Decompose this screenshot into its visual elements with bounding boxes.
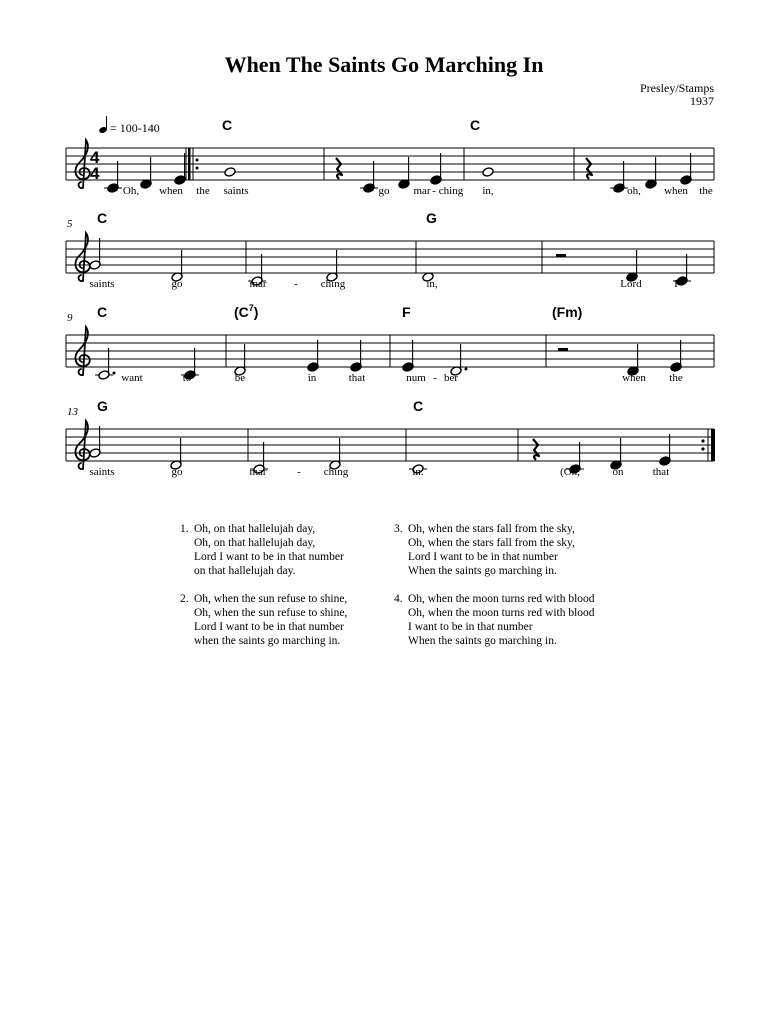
verse-1: [180, 522, 347, 578]
verse-line: When the saints go marching in.: [408, 565, 557, 577]
lyric-syllable: go: [378, 185, 390, 197]
verse-line: When the saints go marching in.: [408, 635, 557, 647]
chord-symbol: C: [97, 304, 108, 320]
verse-line: Lord I want to be in that number: [194, 551, 344, 563]
chord-symbol: C: [470, 117, 481, 133]
lyric-syllable: saints: [223, 185, 249, 197]
lyric-syllable: -: [294, 278, 298, 290]
lyric-syllable: on: [612, 466, 624, 478]
verse-line: Lord I want to be in that number: [194, 621, 344, 633]
lyric-syllable: when: [664, 185, 688, 197]
lyric-syllable: the: [699, 185, 713, 197]
verse-number: 4.: [394, 593, 403, 605]
lyric-syllable: saints: [89, 278, 115, 290]
composition-year: 1937: [690, 94, 714, 108]
measure-number: 13: [67, 406, 78, 418]
time-signature-bottom: 4: [90, 164, 100, 183]
time-signature-top: 4: [90, 148, 100, 167]
chord-extension: 7: [248, 303, 254, 313]
repeat-start-thick-line: [188, 148, 191, 180]
verse-line: Lord I want to be in that number: [408, 551, 558, 563]
verses-right-column: [394, 522, 595, 662]
repeat-dot: [196, 159, 199, 162]
tempo-marking: = 100-140: [110, 121, 160, 135]
lyric-syllable: (Oh,: [560, 466, 580, 478]
composer-name: Presley/Stamps: [640, 81, 714, 95]
song-title: When The Saints Go Marching In: [224, 52, 544, 77]
lyric-syllable: mar: [249, 466, 267, 478]
repeat-end-thick-line: [711, 429, 715, 461]
lyric-syllable: ber: [443, 372, 459, 384]
verse-number: 3.: [394, 523, 403, 535]
lyric-syllable: in: [307, 372, 317, 384]
lyric-syllable: that: [652, 466, 670, 478]
chord-symbol: G: [97, 398, 108, 414]
chord-symbol: F: [402, 304, 411, 320]
chord-symbol: C: [413, 398, 424, 414]
measure-number: 5: [67, 218, 73, 230]
half-rest: [558, 348, 568, 352]
note-head: [224, 167, 236, 178]
chord-symbol: C: [97, 210, 108, 226]
verse-line: Oh, when the stars fall from the sky,: [408, 537, 575, 549]
repeat-dot: [196, 167, 199, 170]
lyric-syllable: when: [159, 185, 183, 197]
verse-line: on that hallelujah day.: [194, 565, 296, 577]
repeat-dot: [701, 447, 704, 450]
lyric-syllable: mar: [249, 278, 267, 290]
lyric-syllable: be: [234, 372, 246, 384]
lyric-syllable: -: [297, 466, 301, 478]
verse-line: Oh, on that hallelujah day,: [194, 537, 316, 549]
lyric-syllable: the: [196, 185, 210, 197]
lyric-syllable: ching: [438, 185, 464, 197]
lyric-syllable: go: [171, 278, 183, 290]
chord-symbol: $(C^7)$: [234, 303, 259, 320]
verse-number: 1.: [180, 523, 189, 535]
measure-number: 9: [67, 312, 73, 324]
lyric-syllable: to: [182, 372, 192, 384]
lyric-syllable: that: [348, 372, 366, 384]
quarter-rest: [533, 439, 539, 460]
lyric-syllable: ching: [323, 466, 349, 478]
repeat-dot: [701, 439, 704, 442]
lyric-syllable: oh,: [627, 185, 641, 197]
lyric-syllable: -: [433, 372, 437, 384]
lyric-syllable: Lord: [620, 278, 642, 290]
verse-line: Oh, when the moon turns red with blood: [408, 593, 595, 605]
verse-line: Oh, when the sun refuse to shine,: [194, 607, 348, 619]
lyric-syllable: go: [171, 466, 183, 478]
verse-2: [180, 592, 347, 648]
note-head: [482, 167, 494, 178]
verses-left-column: [180, 522, 347, 662]
lyric-syllable: when: [622, 372, 646, 384]
lyric-syllable: Oh,: [122, 185, 140, 197]
augmentation-dot: [465, 368, 468, 371]
verse-line: Oh, on that hallelujah day,: [194, 523, 316, 535]
lyric-syllable: in,: [482, 185, 494, 197]
lyric-syllable: I: [674, 278, 678, 290]
lyric-syllable: mar: [413, 185, 431, 197]
lyric-syllable: saints: [89, 466, 115, 478]
verse-line: when the saints go marching in.: [194, 635, 341, 647]
lyric-syllable: ching: [320, 278, 346, 290]
verse-line: Oh, when the moon turns red with blood: [408, 607, 595, 619]
augmentation-dot: [113, 372, 116, 375]
chord-symbol: C: [222, 117, 233, 133]
lyric-syllable: -: [432, 185, 436, 197]
lyric-syllable: num: [406, 372, 426, 384]
chord-bracket: ): [253, 304, 259, 320]
lyric-syllable: want: [121, 372, 143, 384]
lyric-syllable: the: [669, 372, 683, 384]
lyric-syllable: in,: [426, 278, 438, 290]
chord-symbol: (Fm): [552, 304, 583, 320]
verse-line: Oh, when the stars fall from the sky,: [408, 523, 575, 535]
verse-3: [394, 522, 595, 578]
quarter-rest: [586, 158, 592, 179]
lyric-syllable: in.: [412, 466, 424, 478]
chord-symbol: G: [426, 210, 437, 226]
quarter-rest: [336, 158, 342, 179]
verse-line: Oh, when the sun refuse to shine,: [194, 593, 348, 605]
verse-4: [394, 592, 595, 648]
verse-line: I want to be in that number: [408, 621, 533, 633]
verse-number: 2.: [180, 593, 189, 605]
half-rest: [556, 254, 566, 258]
